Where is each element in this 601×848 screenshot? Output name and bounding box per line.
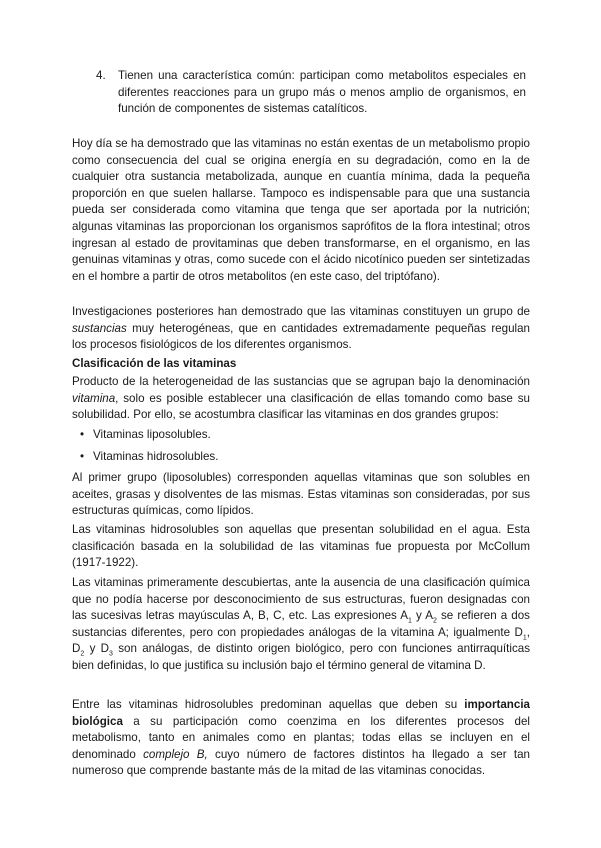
list-item: • Vitaminas liposolubles. (80, 427, 218, 449)
paragraph-classification: Producto de la heterogeneidad de las sustancias que se agrupan bajo la denominación vitamina, solo es posible establecer una clasificación de ellas tomando como base su solubilidad. Por ello, se acostumbra clasificar las vitaminas en dos grandes grupos: (72, 375, 530, 422)
section-heading: Clasificación de las vitaminas (72, 357, 237, 370)
numbered-item-4 (96, 68, 526, 118)
paragraph-complex-b: Entre las vitaminas hidrosolubles predominan aquellas que deben su importancia biológica a su participación como coenzima en los diferentes procesos del metabolismo, tanto en animales como en plantas; todas ellas se incluyen en el denominado complejo B, cuyo número de factores distintos ha llegado a ser tan numeroso que comprende bastante más de la mitad de las vitaminas conocidas. (72, 698, 530, 778)
list-item: • Vitaminas hidrosolubles. (80, 449, 218, 471)
paragraph-liposolubles: Al primer grupo (liposolubles) corresponden aquellas vitaminas que son solubles en aceites, grasas y disolventes de las mismas. Estas vitaminas son consideradas, por sus estructuras químicas, como lípidos. (72, 471, 530, 518)
vitamin-groups-list (80, 427, 218, 471)
bullet-icon: • (80, 428, 85, 441)
paragraph-investigations: Investigaciones posteriores han demostrado que las vitaminas constituyen un grupo de sustancias muy heterogéneas, que en cantidades extremadamente pequeñas regulan los procesos fisiológicos de los diferentes organismos. (72, 305, 530, 352)
paragraph-metabolism: Hoy día se ha demostrado que las vitaminas no están exentas de un metabolismo propio como consecuencia del cual se origina energía en su degradación, como en la de cualquier otra sustancia metabolizada, aunque en cuantía mínima, dada la pequeña proporción en que suelen hallarse. Tampoco es indispensable para que una sustancia pueda ser considerada como vitamina que tenga que ser aportada por la nutrición; algunas vitaminas las proporcionan los organismos saprófitos de la flora intestinal; otros ingresan al estado de provitaminas que deben transformarse, en el organismo, en las genuinas vitaminas y otras, como sucede con el ácido nicotínico pueden ser sintetizadas en el hombre a partir de otros metabolitos (en este caso, del triptófano). (72, 137, 530, 283)
paragraph-letters: Las vitaminas primeramente descubiertas, ante la ausencia de una clasificación química que no podía hacerse por desconocimiento de sus estructuras, fueron designadas con las sucesivas letras mayúsculas A, B, C, etc. Las expresiones $A_1$ y $A_2$ se refieren a dos sustancias diferentes, pero con propiedades análogas de la vitamina A; igualmente $D_1$, $D_2$ y $D_3$ son análogas, de distinto origen biológico, pero con funciones antirraquíticas bien definidas, lo que justifica su inclusión bajo el término general de vitamina D. (72, 576, 530, 672)
item-number: 4. (96, 69, 106, 82)
bullet-icon: • (80, 450, 85, 463)
paragraph-hidrosolubles: Las vitaminas hidrosolubles son aquellas que presentan solubilidad en el agua. Esta clasificación basada en la solubilidad de las vitaminas fue propuesta por McCollum (1917-1922). (72, 523, 530, 570)
item-text: Tienen una característica común: participan como metabolitos especiales en diferentes reacciones para un grupo más o menos amplio de organismos, en función de componentes de sistemas catalíticos. (118, 69, 526, 116)
